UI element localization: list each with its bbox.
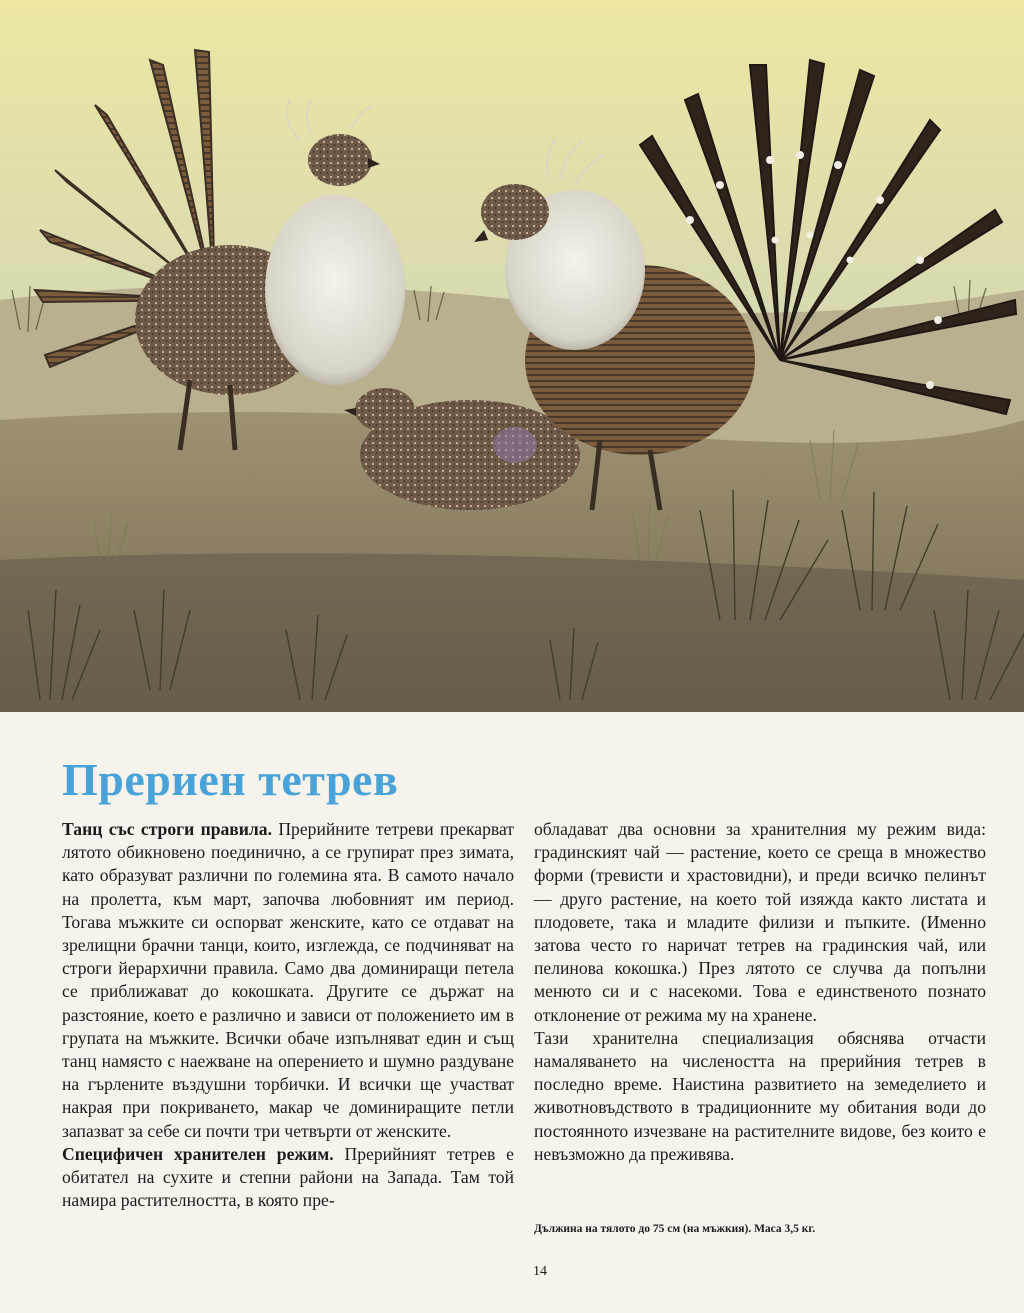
paragraph-diet-continued: обладават два основни за хранителния му режим вида: градинският чай — растение, което се среща в множество форми (тревисти и храстовидни), и преди всичко пелинът — друго растение, на което той изяжда както листата и плодовете, така и младите филизи и пъпките. (Именно затова често го наричат тетрев на градинския чай, или пелинова кокошка.) През лятото се случва да попълни менюто си и с насекоми. Това е единственото познато отклонение от режима му на хранене. [534, 819, 986, 1025]
article-title: Прериен тетрев [62, 754, 399, 805]
text-column-left [62, 818, 514, 1212]
text-column-right [534, 818, 986, 1166]
paragraph-decline: Тази хранителна специализация обяснява отчасти намаляването на числеността на прерийния тетрев в последно време. Наистина развитието на земеделието и животновъдството в традиционните му обитания води до постоянното изчезване на растителните видове, без които е невъзможно да преживява. [534, 1027, 986, 1164]
text-dance: Прерийните тетреви прекарват лятото обикновено поединично, а се групират през зимата, като образуват различни по големина ята. В самото начало на пролетта, към март, започва любовният им период. Тогава мъжките си оспорват женските, като се отдават на зрелищни брачни танци, които, изглежда, се подчиняват на строги йерархични правила. Само два доминиращи петела се приближават до кокошката. Другите се държат на разстояние, което е различно и зависи от положението им в групата на мъжките. Всички обаче изпълняват един и същ танц намясто с наежване на оперението и шумно раздуване на гърлените въздушни торбички. И всички ще участват накрая при покриването, макар че доминиращите петли запазват за себе си почти три четвърти от женските. [62, 819, 514, 1141]
left-male-chest [265, 195, 405, 385]
paragraph-dance [62, 818, 514, 1143]
size-caption: Дължина на тялото до 75 см (на мъжкия). Маса 3,5 кг. [534, 1223, 816, 1235]
lead-diet: Специфичен хранителен режим. [62, 1143, 334, 1164]
paragraph-diet [62, 1143, 514, 1213]
page-number: 14 [533, 1264, 547, 1279]
text-diet-left: Прерийният тетрев е обитател на сухите и степни райони на Запада. Там той намира растителността, в която пре- [62, 1143, 514, 1211]
lead-dance: Танц със строги правила. [62, 819, 273, 839]
right-male-head [481, 184, 549, 240]
left-male-head [308, 134, 372, 186]
